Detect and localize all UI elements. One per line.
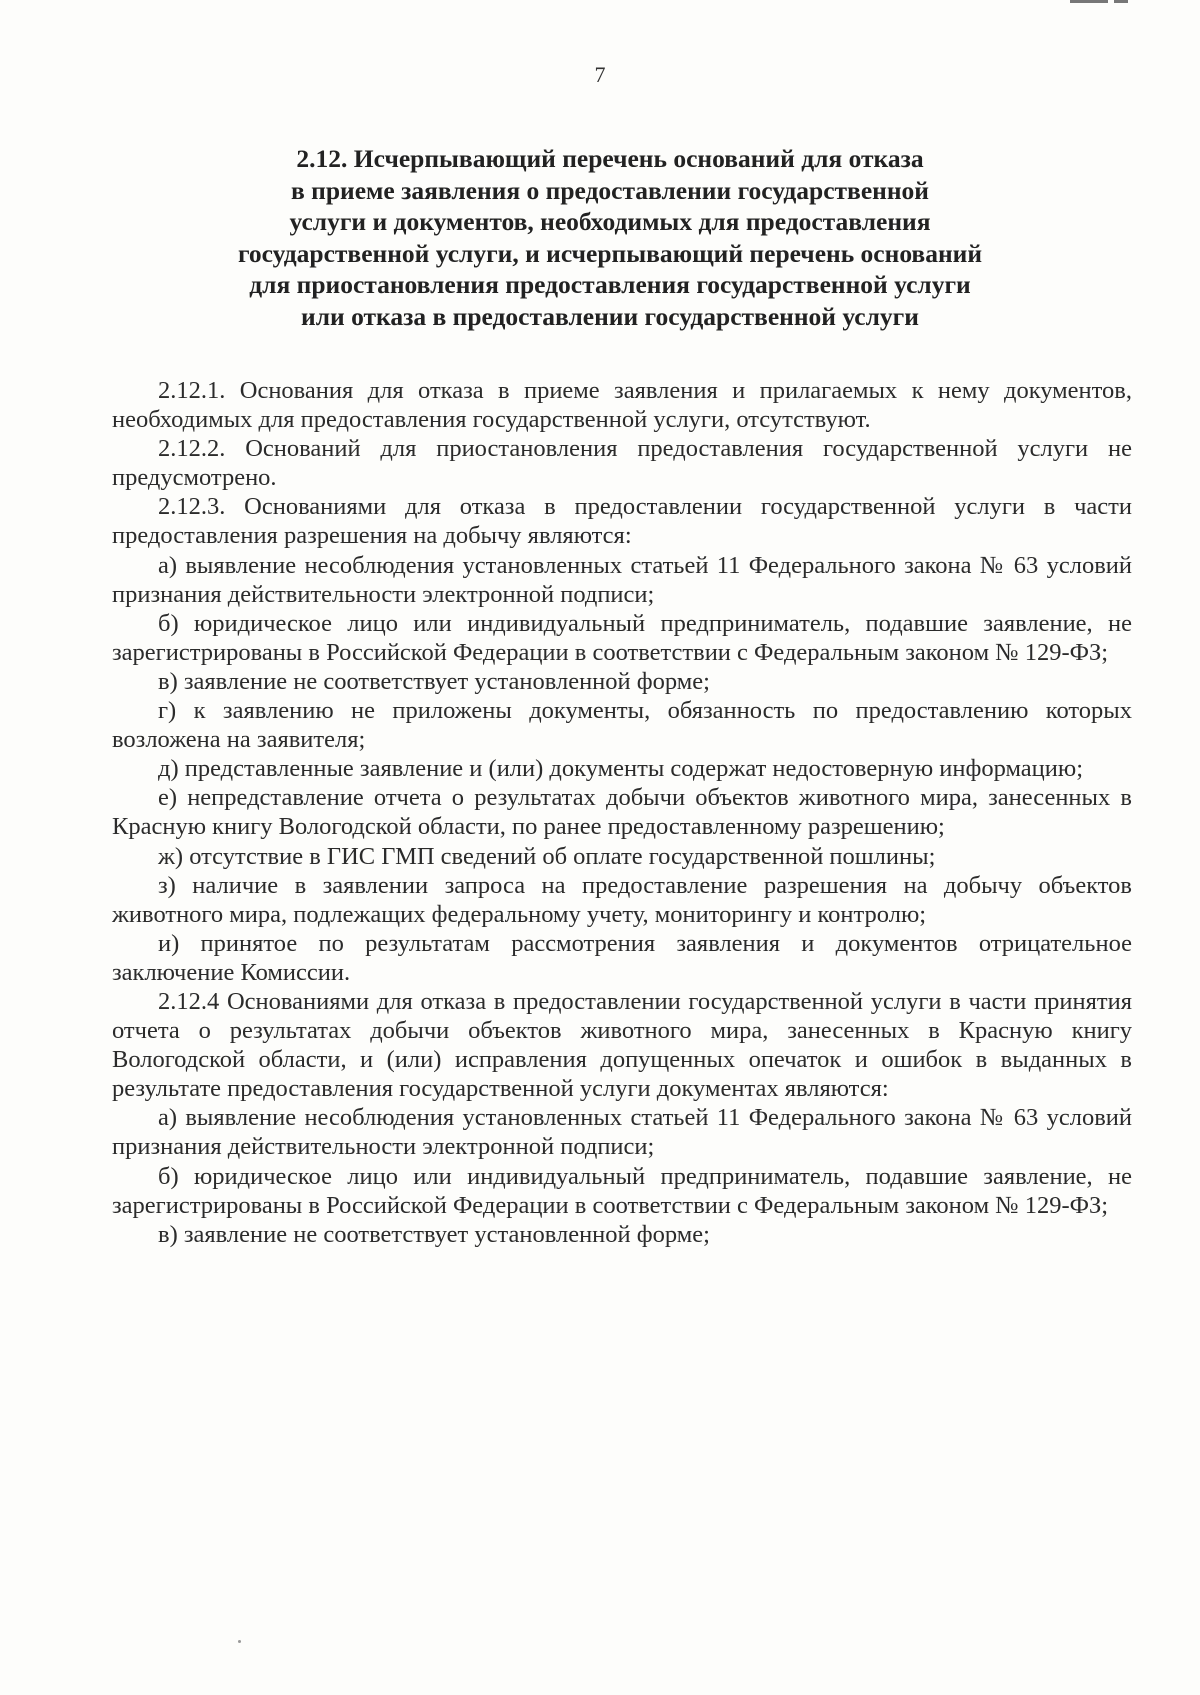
heading-line: государственной услуги, и исчерпывающий перечень оснований <box>237 238 983 268</box>
scan-edge-mark <box>1070 0 1160 6</box>
document-body <box>112 376 1132 1249</box>
page-number: 7 <box>594 62 606 87</box>
paragraph-2-12-4: 2.12.4 Основаниями для отказа в предоставлении государственной услуги в части принятия отчета о результатах добычи объектов животного мира, занесенных в Красную книгу Вологодской области, и (или) исправления допущенных опечаток и ошибок в выданных в результате предоставления государственной услуги документах являются: <box>112 987 1132 1103</box>
list-item: д) представленные заявление и (или) документы содержат недостоверную информацию; <box>158 755 1084 783</box>
list-item: ж) отсутствие в ГИС ГМП сведений об оплате государственной пошлины; <box>158 842 936 870</box>
list-item: б) юридическое лицо или индивидуальный предприниматель, подавшие заявление, не зарегистрированы в Российской Федерации в соответствии с Федеральным законом № 129-ФЗ; <box>112 1162 1132 1219</box>
heading-line: или отказа в предоставлении государственной услуги <box>301 301 919 331</box>
heading-line: услуги и документов, необходимых для предоставления <box>289 207 931 236</box>
heading-line: для приостановления предоставления государственной услуги <box>249 270 971 299</box>
list-item: з) наличие в заявлении запроса на предоставление разрешения на добычу объектов животного мира, подлежащих федеральному учету, мониторингу и контролю; <box>112 871 1132 928</box>
paragraph-2-12-1: 2.12.1. Основания для отказа в приеме заявления и прилагаемых к нему документов, необходимых для предоставления государственной услуги, отсутствуют. <box>112 377 1132 434</box>
paragraph-2-12-3: 2.12.3. Основаниями для отказа в предоставлении государственной услуги в части предоставления разрешения на добычу являются: <box>112 493 1132 550</box>
list-item: б) юридическое лицо или индивидуальный предприниматель, подавшие заявление, не зарегистрированы в Российской Федерации в соответствии с Федеральным законом № 129-ФЗ; <box>112 609 1132 666</box>
list-item: е) непредставление отчета о результатах добычи объектов животного мира, занесенных в Красную книгу Вологодской области, по ранее предоставленному разрешению; <box>112 784 1132 841</box>
paragraph-2-12-2: 2.12.2. Оснований для приостановления предоставления государственной услуги не предусмотрено. <box>112 435 1132 492</box>
heading-line: в приеме заявления о предоставлении государственной <box>291 175 929 205</box>
list-item: г) к заявлению не приложены документы, обязанность по предоставлению которых возложена на заявителя; <box>112 697 1132 754</box>
list-item: а) выявление несоблюдения установленных статьей 11 Федерального закона № 63 условий признания действительности электронной подписи; <box>112 1104 1132 1161</box>
list-item: в) заявление не соответствует установленной форме; <box>158 1220 710 1248</box>
list-item: в) заявление не соответствует установленной форме; <box>158 667 710 695</box>
scan-speck <box>238 1640 241 1643</box>
list-item: и) принятое по результатам рассмотрения заявления и документов отрицательное заключение Комиссии. <box>112 929 1132 986</box>
list-item: а) выявление несоблюдения установленных статьей 11 Федерального закона № 63 условий признания действительности электронной подписи; <box>112 551 1132 608</box>
section-heading <box>150 143 1070 332</box>
heading-line: 2.12. Исчерпывающий перечень оснований для отказа <box>296 144 924 173</box>
